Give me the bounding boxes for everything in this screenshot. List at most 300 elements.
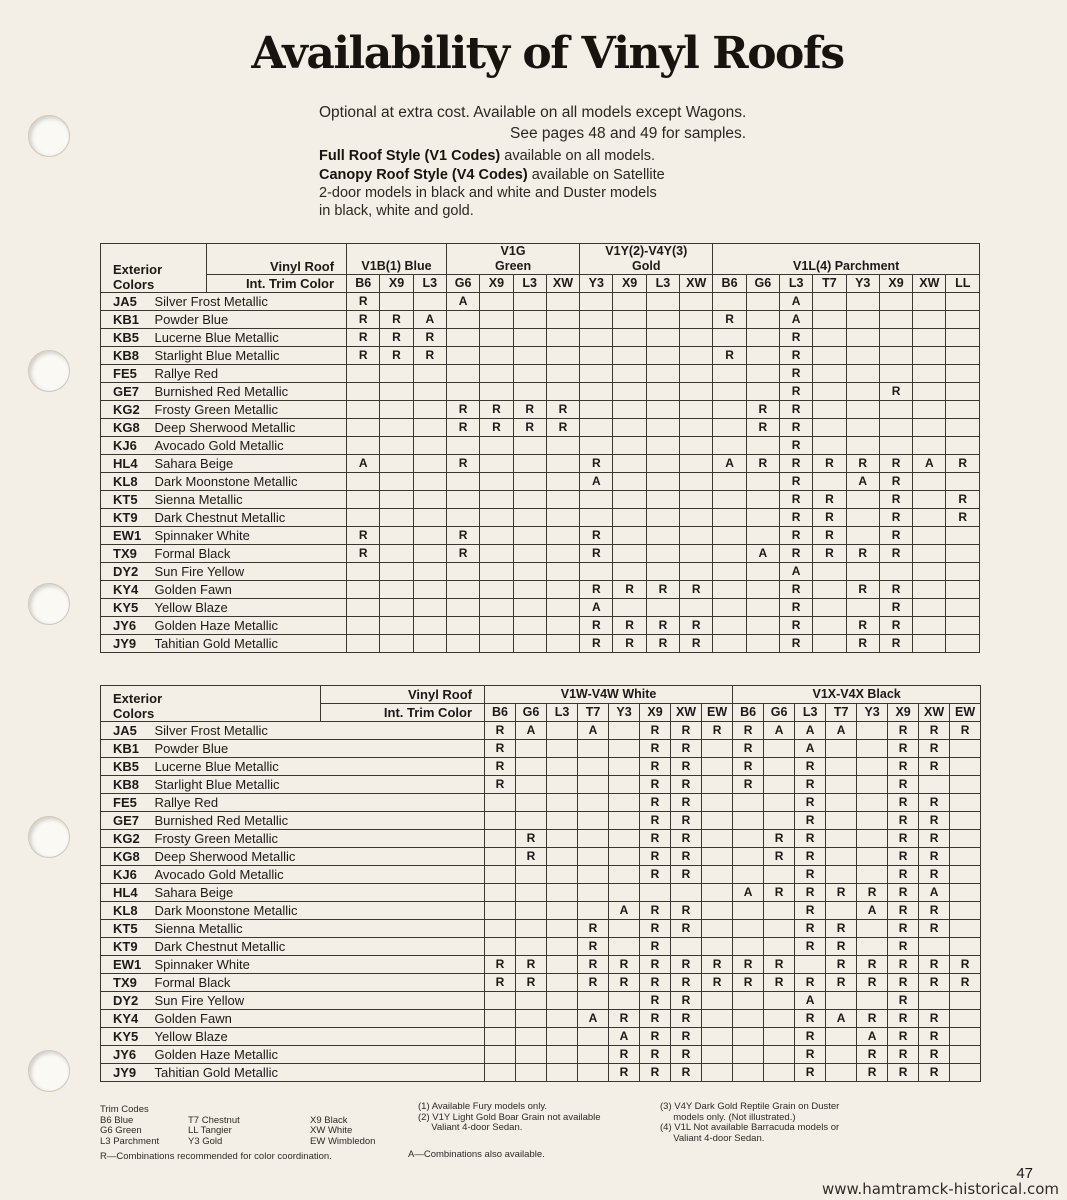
availability-cell <box>380 599 413 617</box>
table-row <box>101 974 981 992</box>
availability-cell: R <box>578 938 609 956</box>
availability-cell: R <box>919 830 950 848</box>
availability-cell <box>857 830 888 848</box>
availability-cell <box>826 830 857 848</box>
color-code: KY4 <box>101 1010 151 1028</box>
availability-cell: R <box>779 419 812 437</box>
availability-cell <box>846 329 879 347</box>
trim-code-header: X9 <box>888 704 919 722</box>
availability-cell: R <box>680 617 713 635</box>
trim-codes-col-2: T7 Chestnut LL Tangier Y3 Gold <box>188 1114 240 1147</box>
trim-code-header: Y3 <box>857 704 888 722</box>
availability-cell: R <box>713 347 746 365</box>
availability-cell <box>746 473 779 491</box>
availability-cell <box>746 599 779 617</box>
availability-cell <box>733 830 764 848</box>
availability-cell <box>380 455 413 473</box>
availability-cell: A <box>779 311 812 329</box>
availability-cell <box>813 383 846 401</box>
availability-cell: R <box>702 974 733 992</box>
availability-cell <box>380 473 413 491</box>
trim-code-header: XW <box>919 704 950 722</box>
availability-cell: A <box>857 1028 888 1046</box>
availability-cell: R <box>879 617 912 635</box>
availability-cell <box>609 794 640 812</box>
availability-cell <box>946 473 980 491</box>
availability-cell: R <box>813 509 846 527</box>
availability-cell: R <box>671 920 702 938</box>
availability-cell: R <box>733 722 764 740</box>
table-row <box>101 938 981 956</box>
availability-cell: R <box>888 902 919 920</box>
availability-cell <box>516 740 547 758</box>
availability-cell: R <box>950 974 981 992</box>
availability-cell <box>846 527 879 545</box>
table-row <box>101 722 981 740</box>
availability-cell <box>516 794 547 812</box>
availability-cell <box>546 491 579 509</box>
availability-cell: R <box>795 1064 826 1082</box>
availability-cell <box>702 848 733 866</box>
availability-cell: R <box>826 938 857 956</box>
availability-cell: R <box>640 758 671 776</box>
availability-cell <box>733 866 764 884</box>
availability-cell <box>480 527 513 545</box>
color-name: Dark Chestnut Metallic <box>151 509 347 527</box>
availability-cell: R <box>846 455 879 473</box>
availability-cell <box>950 1028 981 1046</box>
availability-cell <box>578 740 609 758</box>
availability-cell <box>746 437 779 455</box>
availability-cell <box>702 758 733 776</box>
availability-cell <box>613 563 646 581</box>
availability-cell: A <box>609 1028 640 1046</box>
color-code: HL4 <box>101 455 151 473</box>
availability-cell <box>347 419 380 437</box>
availability-cell <box>713 635 746 653</box>
availability-cell <box>480 311 513 329</box>
color-code: HL4 <box>101 884 151 902</box>
availability-cell <box>713 329 746 347</box>
availability-cell: A <box>826 1010 857 1028</box>
availability-cell: R <box>813 545 846 563</box>
availability-cell <box>913 401 946 419</box>
availability-cell: R <box>779 491 812 509</box>
availability-cell <box>680 419 713 437</box>
availability-cell <box>609 812 640 830</box>
availability-cell <box>380 491 413 509</box>
availability-cell <box>640 884 671 902</box>
color-name: Formal Black <box>151 974 485 992</box>
availability-cell: R <box>779 437 812 455</box>
table-row <box>101 1010 981 1028</box>
availability-cell <box>347 581 380 599</box>
availability-cell <box>580 311 613 329</box>
table-row <box>101 455 980 473</box>
availability-cell <box>950 1064 981 1082</box>
availability-cell: R <box>640 866 671 884</box>
availability-cell <box>380 293 413 311</box>
table1-group-header-row <box>101 244 980 275</box>
color-code: KJ6 <box>101 866 151 884</box>
availability-cell: R <box>795 938 826 956</box>
availability-cell <box>578 1028 609 1046</box>
availability-cell <box>613 419 646 437</box>
availability-cell: R <box>879 635 912 653</box>
availability-cell: R <box>879 545 912 563</box>
color-code: KG2 <box>101 401 151 419</box>
availability-cell <box>713 599 746 617</box>
availability-cell <box>516 1064 547 1082</box>
color-name: Yellow Blaze <box>151 599 347 617</box>
availability-cell <box>813 311 846 329</box>
availability-cell <box>613 545 646 563</box>
availability-cell: R <box>640 1010 671 1028</box>
availability-cell <box>733 1010 764 1028</box>
canopy-roof-line-2: 2-door models in black and white and Duster models <box>319 185 657 201</box>
color-name: Silver Frost Metallic <box>151 722 485 740</box>
color-code: KB5 <box>101 329 151 347</box>
intro-canopy-roof <box>319 166 665 220</box>
availability-cell <box>746 527 779 545</box>
table-row <box>101 830 981 848</box>
trim-code-header: X9 <box>613 275 646 293</box>
availability-cell <box>857 848 888 866</box>
trim-code-header: XW <box>546 275 579 293</box>
availability-cell: R <box>779 455 812 473</box>
availability-cell <box>413 527 446 545</box>
availability-cell <box>646 545 679 563</box>
color-code: JA5 <box>101 293 151 311</box>
trim-code-header: XW <box>913 275 946 293</box>
table-row <box>101 1028 981 1046</box>
availability-cell: R <box>826 956 857 974</box>
availability-cell <box>764 776 795 794</box>
availability-cell <box>879 365 912 383</box>
availability-cell: R <box>516 848 547 866</box>
availability-cell <box>950 992 981 1010</box>
vinyl-roof-table-1 <box>100 243 980 653</box>
color-name: Tahitian Gold Metallic <box>151 1064 485 1082</box>
availability-cell <box>950 740 981 758</box>
availability-cell <box>516 884 547 902</box>
availability-cell: R <box>919 1010 950 1028</box>
availability-cell: R <box>613 635 646 653</box>
availability-cell: R <box>946 491 980 509</box>
availability-cell <box>513 599 546 617</box>
availability-cell: R <box>485 758 516 776</box>
table-row <box>101 527 980 545</box>
availability-cell <box>513 437 546 455</box>
availability-cell: R <box>480 401 513 419</box>
availability-cell <box>347 509 380 527</box>
availability-cell <box>516 992 547 1010</box>
availability-cell: R <box>919 866 950 884</box>
binder-hole-2 <box>28 350 70 392</box>
availability-cell <box>578 830 609 848</box>
availability-cell: R <box>779 329 812 347</box>
availability-cell <box>480 293 513 311</box>
table1-trim-code-row <box>101 275 980 293</box>
availability-cell <box>680 365 713 383</box>
availability-cell: R <box>671 1064 702 1082</box>
color-code: KG8 <box>101 419 151 437</box>
r-combination-note: R—Combinations recommended for color coordination. <box>100 1151 332 1162</box>
availability-cell: R <box>640 740 671 758</box>
availability-cell <box>946 599 980 617</box>
availability-cell <box>546 545 579 563</box>
availability-cell <box>347 563 380 581</box>
availability-cell <box>913 509 946 527</box>
availability-cell: R <box>347 347 380 365</box>
table1-exterior-colors-header <box>101 244 207 293</box>
availability-cell <box>946 365 980 383</box>
availability-cell: R <box>946 509 980 527</box>
trim-code-header: Y3 <box>580 275 613 293</box>
availability-cell: R <box>671 1028 702 1046</box>
availability-cell <box>680 473 713 491</box>
availability-cell <box>646 347 679 365</box>
availability-cell <box>546 347 579 365</box>
availability-cell <box>913 329 946 347</box>
availability-cell <box>946 635 980 653</box>
availability-cell: R <box>613 581 646 599</box>
availability-cell <box>480 491 513 509</box>
color-name: Burnished Red Metallic <box>151 812 485 830</box>
availability-cell: R <box>671 848 702 866</box>
availability-cell <box>713 437 746 455</box>
availability-cell <box>764 1064 795 1082</box>
availability-cell <box>547 956 578 974</box>
availability-cell <box>702 1046 733 1064</box>
color-code: DY2 <box>101 563 151 581</box>
availability-cell <box>580 329 613 347</box>
availability-cell <box>879 563 912 581</box>
availability-cell: R <box>826 884 857 902</box>
color-code: KT9 <box>101 938 151 956</box>
availability-cell <box>846 509 879 527</box>
availability-cell <box>764 794 795 812</box>
availability-cell <box>480 473 513 491</box>
availability-cell <box>413 419 446 437</box>
availability-cell <box>513 491 546 509</box>
availability-cell: A <box>413 311 446 329</box>
availability-cell <box>713 545 746 563</box>
availability-cell: R <box>485 740 516 758</box>
availability-cell <box>746 581 779 599</box>
trim-code-header: B6 <box>713 275 746 293</box>
availability-cell <box>347 635 380 653</box>
availability-cell: R <box>733 974 764 992</box>
availability-cell <box>680 491 713 509</box>
availability-cell <box>513 329 546 347</box>
availability-cell <box>513 581 546 599</box>
availability-cell <box>546 455 579 473</box>
trim-code-header: L3 <box>646 275 679 293</box>
trim-code-header: B6 <box>733 704 764 722</box>
availability-cell <box>480 563 513 581</box>
availability-cell <box>480 329 513 347</box>
availability-cell <box>513 545 546 563</box>
availability-cell <box>513 383 546 401</box>
availability-cell <box>485 1010 516 1028</box>
availability-cell <box>733 1028 764 1046</box>
page-number: 47 <box>1016 1165 1033 1182</box>
availability-cell <box>813 365 846 383</box>
availability-cell <box>826 866 857 884</box>
table-row <box>101 383 980 401</box>
availability-cell <box>513 617 546 635</box>
color-name: Silver Frost Metallic <box>151 293 347 311</box>
availability-cell: R <box>580 545 613 563</box>
availability-cell <box>547 722 578 740</box>
table-row <box>101 599 980 617</box>
color-code: DY2 <box>101 992 151 1010</box>
color-code: JY6 <box>101 1046 151 1064</box>
availability-cell: R <box>764 956 795 974</box>
availability-cell: R <box>919 1046 950 1064</box>
color-name: Spinnaker White <box>151 527 347 545</box>
availability-cell: R <box>446 455 479 473</box>
trim-code-header: B6 <box>347 275 380 293</box>
availability-cell <box>580 347 613 365</box>
availability-cell: R <box>546 419 579 437</box>
availability-cell <box>446 383 479 401</box>
availability-cell: R <box>795 1010 826 1028</box>
availability-cell <box>380 383 413 401</box>
availability-cell <box>879 401 912 419</box>
availability-cell <box>480 617 513 635</box>
availability-cell <box>946 401 980 419</box>
availability-cell: R <box>680 635 713 653</box>
availability-cell <box>826 902 857 920</box>
availability-cell <box>764 992 795 1010</box>
availability-cell <box>680 545 713 563</box>
availability-cell <box>879 347 912 365</box>
availability-cell: R <box>516 830 547 848</box>
color-code: KY5 <box>101 1028 151 1046</box>
full-roof-text: available on all models. <box>500 148 656 164</box>
availability-cell: R <box>779 383 812 401</box>
availability-cell <box>813 437 846 455</box>
availability-cell <box>413 401 446 419</box>
availability-cell <box>446 509 479 527</box>
color-name: Dark Moonstone Metallic <box>151 902 485 920</box>
availability-cell: R <box>888 920 919 938</box>
availability-cell: R <box>919 920 950 938</box>
availability-cell: R <box>516 956 547 974</box>
availability-cell: R <box>888 758 919 776</box>
availability-cell <box>347 437 380 455</box>
availability-cell <box>547 992 578 1010</box>
availability-cell <box>480 347 513 365</box>
availability-cell <box>513 311 546 329</box>
availability-cell <box>950 1010 981 1028</box>
availability-cell <box>609 848 640 866</box>
availability-cell <box>913 617 946 635</box>
availability-cell <box>826 1028 857 1046</box>
availability-cell <box>846 383 879 401</box>
availability-cell: R <box>733 956 764 974</box>
availability-cell: R <box>846 545 879 563</box>
availability-cell <box>713 365 746 383</box>
trim-code-header: G6 <box>446 275 479 293</box>
availability-cell <box>713 383 746 401</box>
trim-code-header: EW <box>702 704 733 722</box>
availability-cell <box>846 563 879 581</box>
availability-cell: R <box>609 1010 640 1028</box>
availability-cell <box>846 437 879 455</box>
availability-cell <box>413 365 446 383</box>
availability-cell <box>609 758 640 776</box>
availability-cell <box>446 491 479 509</box>
availability-cell: R <box>795 920 826 938</box>
table2-group-white: V1W-V4W White <box>485 686 733 704</box>
availability-cell: R <box>779 527 812 545</box>
availability-cell <box>680 599 713 617</box>
availability-cell <box>733 1064 764 1082</box>
availability-cell <box>609 776 640 794</box>
availability-cell: R <box>380 329 413 347</box>
availability-cell <box>347 473 380 491</box>
availability-cell: R <box>347 527 380 545</box>
availability-cell <box>946 581 980 599</box>
availability-cell <box>347 491 380 509</box>
availability-cell: R <box>513 401 546 419</box>
availability-cell <box>646 491 679 509</box>
trim-code-header: L3 <box>413 275 446 293</box>
availability-cell: R <box>640 974 671 992</box>
availability-cell <box>913 599 946 617</box>
availability-cell: R <box>888 740 919 758</box>
availability-cell <box>646 455 679 473</box>
availability-cell: R <box>746 401 779 419</box>
availability-cell <box>413 617 446 635</box>
trim-code-header: Y3 <box>846 275 879 293</box>
availability-cell <box>413 563 446 581</box>
table-row <box>101 1046 981 1064</box>
availability-cell: R <box>919 848 950 866</box>
availability-cell: R <box>609 1064 640 1082</box>
table-row <box>101 992 981 1010</box>
availability-cell <box>485 1064 516 1082</box>
trim-code-header: XW <box>680 275 713 293</box>
availability-cell <box>485 866 516 884</box>
availability-cell <box>646 311 679 329</box>
availability-cell: R <box>879 581 912 599</box>
table-row <box>101 635 980 653</box>
availability-cell <box>485 1028 516 1046</box>
availability-cell <box>646 437 679 455</box>
trim-code-header: L3 <box>513 275 546 293</box>
availability-cell: R <box>578 974 609 992</box>
availability-cell <box>702 866 733 884</box>
color-code: KT9 <box>101 509 151 527</box>
table1-group-gold: V1Y(2)-V4Y(3) Gold <box>580 244 713 275</box>
availability-cell: R <box>671 1046 702 1064</box>
availability-cell <box>680 455 713 473</box>
availability-cell <box>613 509 646 527</box>
availability-cell <box>680 347 713 365</box>
availability-cell: R <box>671 992 702 1010</box>
availability-cell <box>764 920 795 938</box>
availability-cell: R <box>580 635 613 653</box>
availability-cell <box>646 293 679 311</box>
trim-code-header: G6 <box>746 275 779 293</box>
table-row <box>101 581 980 599</box>
canopy-roof-line-3: in black, white and gold. <box>319 203 474 219</box>
availability-cell <box>713 419 746 437</box>
